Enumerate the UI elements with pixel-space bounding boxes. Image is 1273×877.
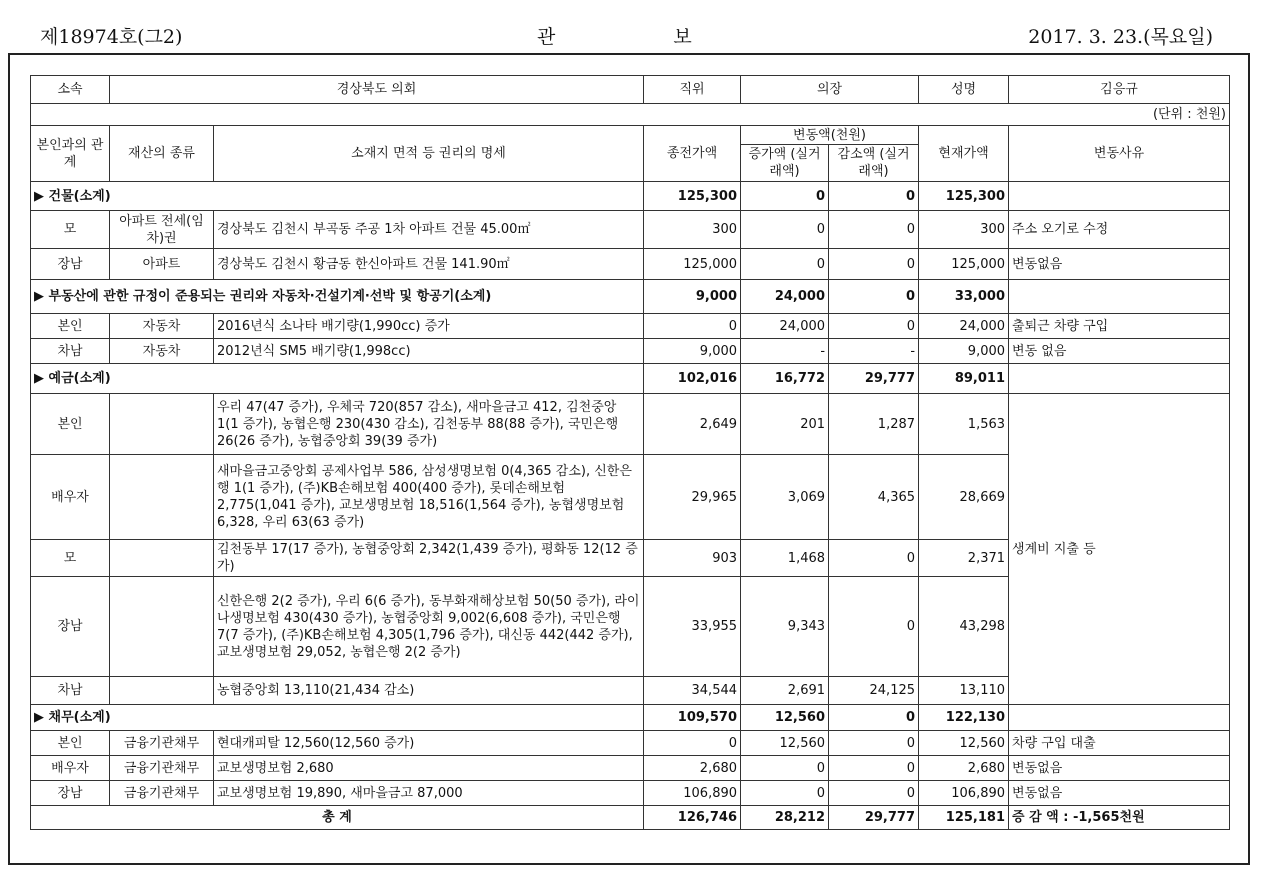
subtotal-reason <box>1009 705 1230 731</box>
subtotal-decrease: 0 <box>829 182 919 211</box>
kind-cell: 금융기관채무 <box>110 756 214 781</box>
description-cell: 새마을금고중앙회 공제사업부 586, 삼성생명보험 0(4,365 감소), 신한은행 1(1 증가), (주)KB손해보험 400(400 증가), 롯데손해보험 2,775(1,041 증가), 교보생명보험 18,516(1,564 증가), 농협생명보험 6,328, 우리 63(63 증가) <box>214 455 644 540</box>
subtotal-decrease: 0 <box>829 280 919 314</box>
decrease-cell: 0 <box>829 314 919 339</box>
subtotal-increase: 24,000 <box>741 280 829 314</box>
subtotal-reason <box>1009 280 1230 314</box>
current-value-cell: 300 <box>919 211 1009 249</box>
increase-cell: 24,000 <box>741 314 829 339</box>
current-value-cell: 1,563 <box>919 394 1009 455</box>
col-current: 현재가액 <box>919 126 1009 182</box>
increase-cell: 0 <box>741 781 829 806</box>
kind-cell: 자동차 <box>110 314 214 339</box>
kind-cell: 아파트 전세(임차)권 <box>110 211 214 249</box>
current-value-cell: 43,298 <box>919 577 1009 677</box>
subtotal-increase: 16,772 <box>741 364 829 394</box>
subtotal-row-building <box>31 182 1230 211</box>
decrease-cell: - <box>829 339 919 364</box>
reason-cell: 출퇴근 차량 구입 <box>1009 314 1230 339</box>
current-value-cell: 2,371 <box>919 540 1009 577</box>
reason-cell: 주소 오기로 수정 <box>1009 211 1230 249</box>
description-cell: 김천동부 17(17 증가), 농협중앙회 2,342(1,439 증가), 평화동 12(12 증가) <box>214 540 644 577</box>
subtotal-current: 89,011 <box>919 364 1009 394</box>
current-value-cell: 125,000 <box>919 249 1009 280</box>
publication-title <box>537 22 692 49</box>
increase-cell: 3,069 <box>741 455 829 540</box>
description-cell: 신한은행 2(2 증가), 우리 6(6 증가), 동부화재해상보험 50(50 증가), 라이나생명보험 430(430 증가), 농협중앙회 9,002(6,608 증가), 국민은행 7(7 증가), (주)KB손해보험 4,305(1,796 증가), 대신동 442(442 증가), 교보생명보험 29,052, 농협은행 2(2 증가) <box>214 577 644 677</box>
total-increase: 28,212 <box>741 806 829 830</box>
kind-cell: 아파트 <box>110 249 214 280</box>
unit-label: (단위 : 천원) <box>31 104 1230 126</box>
total-decrease: 29,777 <box>829 806 919 830</box>
col-reason: 변동사유 <box>1009 126 1230 182</box>
deposit-reason-cell: 생계비 지출 등 <box>1009 394 1230 705</box>
subtotal-row-vehicle <box>31 280 1230 314</box>
description-cell: 2016년식 소나타 배기량(1,990cc) 증가 <box>214 314 644 339</box>
decrease-cell: 24,125 <box>829 677 919 705</box>
description-cell: 경상북도 김천시 황금동 한신아파트 건물 141.90㎡ <box>214 249 644 280</box>
issue-number: 제18974호(그2) <box>40 26 183 48</box>
subtotal-current: 33,000 <box>919 280 1009 314</box>
item-row <box>31 339 1230 364</box>
affiliation-label: 소속 <box>31 76 110 104</box>
prev-value-cell: 33,955 <box>644 577 741 677</box>
item-row <box>31 211 1230 249</box>
decrease-cell: 1,287 <box>829 394 919 455</box>
prev-value-cell: 34,544 <box>644 677 741 705</box>
subtotal-label: ▶ 예금(소계) <box>31 364 644 394</box>
item-row <box>31 756 1230 781</box>
relation-cell: 차남 <box>31 677 110 705</box>
decrease-cell: 0 <box>829 249 919 280</box>
column-header-row-1 <box>31 126 1230 145</box>
increase-cell: 2,691 <box>741 677 829 705</box>
prev-value-cell: 0 <box>644 314 741 339</box>
item-row <box>31 394 1230 455</box>
increase-cell: 9,343 <box>741 577 829 677</box>
total-prev: 126,746 <box>644 806 741 830</box>
relation-cell: 배우자 <box>31 756 110 781</box>
col-increase: 증가액 (실거래액) <box>741 145 829 182</box>
position-value: 의장 <box>741 76 919 104</box>
decrease-cell: 0 <box>829 540 919 577</box>
current-value-cell: 9,000 <box>919 339 1009 364</box>
subtotal-prev: 109,570 <box>644 705 741 731</box>
subtotal-prev: 125,300 <box>644 182 741 211</box>
total-change-summary: 증 감 액 : -1,565천원 <box>1009 806 1230 830</box>
prev-value-cell: 106,890 <box>644 781 741 806</box>
relation-cell: 본인 <box>31 314 110 339</box>
decrease-cell: 0 <box>829 577 919 677</box>
subtotal-label: ▶ 건물(소계) <box>31 182 644 211</box>
subtotal-reason <box>1009 182 1230 211</box>
col-prev: 종전가액 <box>644 126 741 182</box>
description-cell: 현대캐피탈 12,560(12,560 증가) <box>214 731 644 756</box>
relation-cell: 차남 <box>31 339 110 364</box>
increase-cell: 0 <box>741 249 829 280</box>
decrease-cell: 0 <box>829 756 919 781</box>
col-desc: 소재지 면적 등 권리의 명세 <box>214 126 644 182</box>
prev-value-cell: 0 <box>644 731 741 756</box>
subtotal-prev: 102,016 <box>644 364 741 394</box>
current-value-cell: 24,000 <box>919 314 1009 339</box>
decrease-cell: 0 <box>829 781 919 806</box>
affiliation-value: 경상북도 의회 <box>110 76 644 104</box>
reason-cell: 변동 없음 <box>1009 339 1230 364</box>
subtotal-current: 122,130 <box>919 705 1009 731</box>
decrease-cell: 4,365 <box>829 455 919 540</box>
relation-cell: 장남 <box>31 781 110 806</box>
item-row <box>31 731 1230 756</box>
subtotal-increase: 0 <box>741 182 829 211</box>
description-cell: 교보생명보험 2,680 <box>214 756 644 781</box>
decrease-cell: 0 <box>829 211 919 249</box>
subtotal-current: 125,300 <box>919 182 1009 211</box>
col-relation: 본인과의 관계 <box>31 126 110 182</box>
prev-value-cell: 300 <box>644 211 741 249</box>
subtotal-decrease: 0 <box>829 705 919 731</box>
relation-cell: 모 <box>31 540 110 577</box>
kind-cell: 금융기관채무 <box>110 781 214 806</box>
publication-date: 2017. 3. 23.(목요일) <box>1028 26 1213 48</box>
kind-cell: 자동차 <box>110 339 214 364</box>
description-cell: 교보생명보험 19,890, 새마을금고 87,000 <box>214 781 644 806</box>
reason-cell: 변동없음 <box>1009 781 1230 806</box>
kind-cell <box>110 540 214 577</box>
reason-cell: 변동없음 <box>1009 756 1230 781</box>
description-cell: 2012년식 SM5 배기량(1,998cc) <box>214 339 644 364</box>
subtotal-decrease: 29,777 <box>829 364 919 394</box>
subtotal-label: ▶ 채무(소계) <box>31 705 644 731</box>
title-char-1: 관 <box>537 26 556 48</box>
title-char-2: 보 <box>673 26 692 48</box>
increase-cell: 0 <box>741 756 829 781</box>
subtotal-reason <box>1009 364 1230 394</box>
total-current: 125,181 <box>919 806 1009 830</box>
subtotal-increase: 12,560 <box>741 705 829 731</box>
prev-value-cell: 125,000 <box>644 249 741 280</box>
kind-cell: 금융기관채무 <box>110 731 214 756</box>
description-cell: 우리 47(47 증가), 우체국 720(857 감소), 새마을금고 412, 김천중앙 1(1 증가), 농협은행 230(430 감소), 김천동부 88(88 증가), 국민은행 26(26 증가), 농협중앙회 39(39 증가) <box>214 394 644 455</box>
kind-cell <box>110 677 214 705</box>
increase-cell: 12,560 <box>741 731 829 756</box>
total-row <box>31 806 1230 830</box>
current-value-cell: 106,890 <box>919 781 1009 806</box>
current-value-cell: 28,669 <box>919 455 1009 540</box>
kind-cell <box>110 577 214 677</box>
name-value: 김응규 <box>1009 76 1230 104</box>
item-row <box>31 781 1230 806</box>
subtotal-row-debt <box>31 705 1230 731</box>
total-label: 총 계 <box>31 806 644 830</box>
current-value-cell: 12,560 <box>919 731 1009 756</box>
description-cell: 경상북도 김천시 부곡동 주공 1차 아파트 건물 45.00㎡ <box>214 211 644 249</box>
asset-table <box>30 75 1230 830</box>
relation-cell: 모 <box>31 211 110 249</box>
relation-cell: 본인 <box>31 731 110 756</box>
position-label: 직위 <box>644 76 741 104</box>
prev-value-cell: 903 <box>644 540 741 577</box>
current-value-cell: 13,110 <box>919 677 1009 705</box>
prev-value-cell: 29,965 <box>644 455 741 540</box>
kind-cell <box>110 455 214 540</box>
col-kind: 재산의 종류 <box>110 126 214 182</box>
subtotal-row-deposit <box>31 364 1230 394</box>
relation-cell: 장남 <box>31 577 110 677</box>
subtotal-prev: 9,000 <box>644 280 741 314</box>
item-row <box>31 314 1230 339</box>
subtotal-label: ▶ 부동산에 관한 규정이 준용되는 권리와 자동차·건설기계·선박 및 항공기(소계) <box>31 280 644 314</box>
prev-value-cell: 9,000 <box>644 339 741 364</box>
col-change: 변동액(천원) <box>741 126 919 145</box>
info-row <box>31 76 1230 104</box>
prev-value-cell: 2,649 <box>644 394 741 455</box>
increase-cell: 201 <box>741 394 829 455</box>
decrease-cell: 0 <box>829 731 919 756</box>
increase-cell: 1,468 <box>741 540 829 577</box>
increase-cell: 0 <box>741 211 829 249</box>
relation-cell: 장남 <box>31 249 110 280</box>
reason-cell: 차량 구입 대출 <box>1009 731 1230 756</box>
relation-cell: 본인 <box>31 394 110 455</box>
relation-cell: 배우자 <box>31 455 110 540</box>
description-cell: 농협중앙회 13,110(21,434 감소) <box>214 677 644 705</box>
unit-row <box>31 104 1230 126</box>
kind-cell <box>110 394 214 455</box>
reason-cell: 변동없음 <box>1009 249 1230 280</box>
current-value-cell: 2,680 <box>919 756 1009 781</box>
col-decrease: 감소액 (실거래액) <box>829 145 919 182</box>
name-label: 성명 <box>919 76 1009 104</box>
increase-cell: - <box>741 339 829 364</box>
item-row <box>31 249 1230 280</box>
prev-value-cell: 2,680 <box>644 756 741 781</box>
